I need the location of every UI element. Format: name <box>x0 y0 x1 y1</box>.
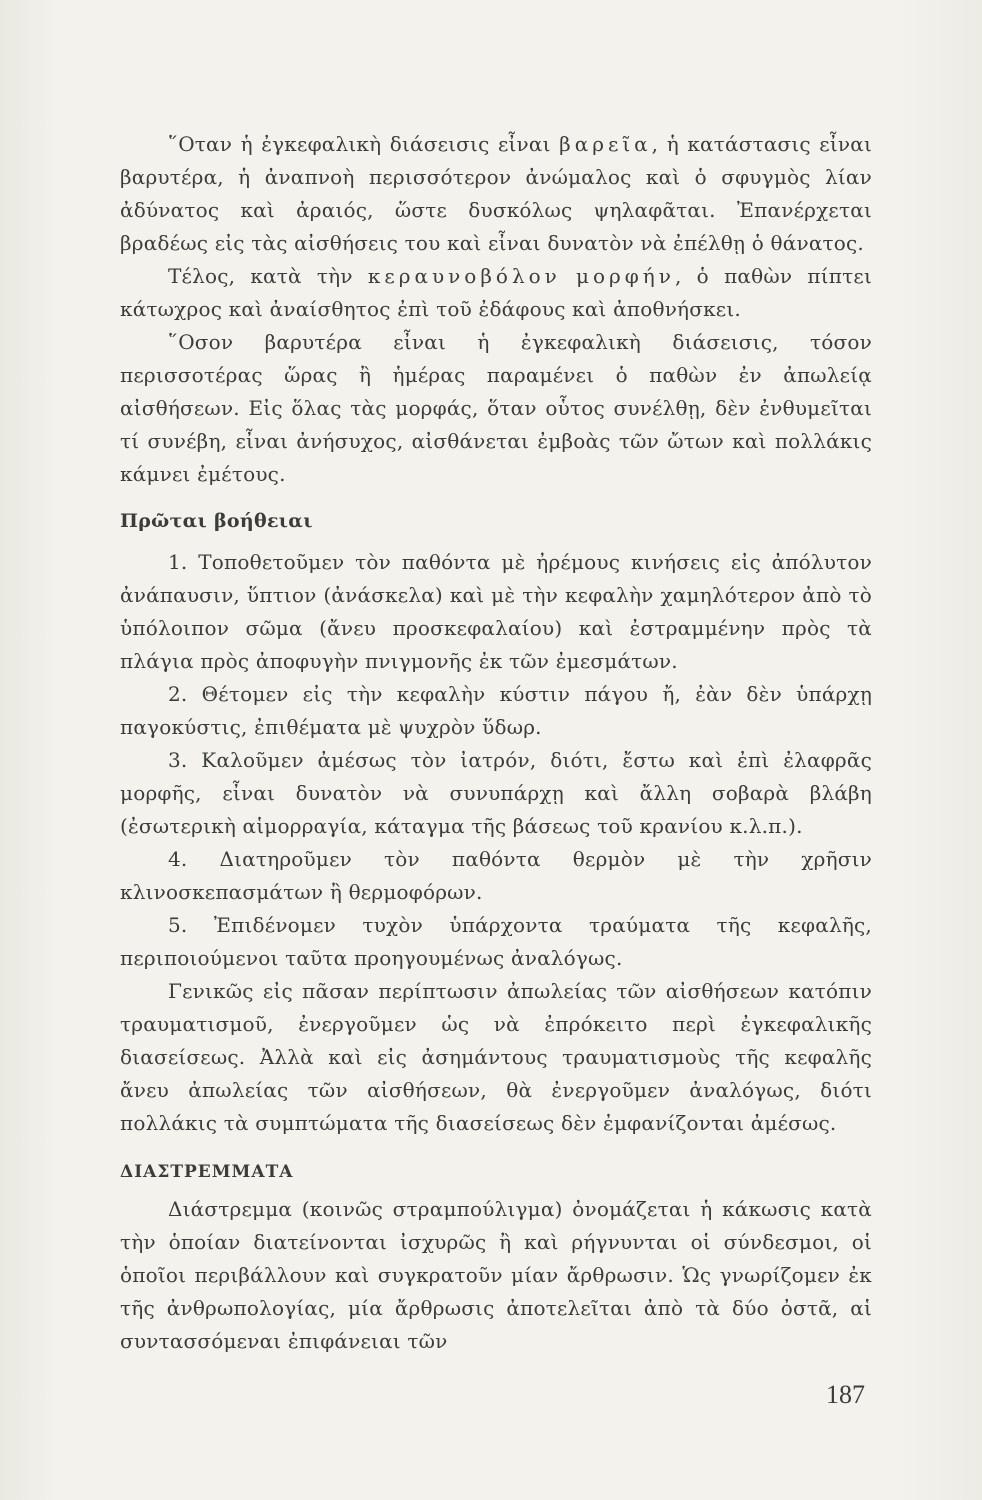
emphasis-form: μορφήν <box>576 264 675 288</box>
page-number: 187 <box>826 1380 865 1409</box>
text-column <box>120 128 872 1358</box>
text-run: , ὁ παθὼν πίπτει κάτωχρος καὶ ἀναίσθητος ἐπὶ τοῦ ἐδάφους καὶ ἀποθνήσκει. <box>120 264 873 321</box>
first-aid-item-2: 2. Θέτομεν εἰς τὴν κεφαλὴν κύστιν πάγου ἤ, ἐὰν δὲν ὑπάρχῃ παγοκύστις, ἐπιθέματα μὲ ψυχρὸν ὕδωρ. <box>120 682 872 739</box>
paragraph-general: Γενικῶς εἰς πᾶσαν περίπτωσιν ἀπωλείας τῶν αἰσθήσεων κατόπιν τραυματισμοῦ, ἐνεργοῦμεν ὡς νὰ ἐπρόκειτο περὶ ἐγκεφαλικῆς διασείσεως. Ἀλλὰ καὶ εἰς ἀσημάντους τραυματισμοὺς τῆς κεφαλῆς ἄνευ ἀπωλείας τῶν αἰσθήσεων, θὰ ἐνεργοῦμεν ἀναλόγως, διότι πολλάκις τὰ συμπτώματα τῆς διασείσεως δὲν ἐμφανίζονται ἀμέσως. <box>120 979 872 1135</box>
first-aid-item-5: 5. Ἐπιδένομεν τυχὸν ὑπάρχοντα τραύματα τῆς κεφαλῆς, περιποιούμενοι ταῦτα προηγουμένως ἀναλόγως. <box>120 913 872 970</box>
text-run <box>561 264 576 288</box>
first-aid-item-3: 3. Καλοῦμεν ἀμέσως τὸν ἰατρόν, διότι, ἔστω καὶ ἐπὶ ἐλαφρᾶς μορφῆς, εἶναι δυνατὸν νὰ συνυπάρχῃ καὶ ἄλλη σοβαρὰ βλάβη (ἐσωτερικὴ αἱμορραγία, κάταγμα τῆς βάσεως τοῦ κρανίου κ.λ.π.). <box>120 748 872 838</box>
text-run: ῞Οταν ἡ ἐγκεφαλικὴ διάσεισις εἶναι <box>168 132 560 156</box>
paragraph-duration: ῞Οσον βαρυτέρα εἶναι ἡ ἐγκεφαλικὴ διάσεισις, τόσον περισσοτέρας ὥρας ἢ ἡμέρας παραμένει ὁ παθὼν ἐν ἀπωλείᾳ αἰσθήσεων. Εἰς ὅλας τὰς μορφάς, ὅταν οὗτος συνέλθῃ, δὲν ἐνθυμεῖται τί συνέβη, εἶναι ἀνήσυχος, αἰσθάνεται ἐμβοὰς τῶν ὤτων καὶ πολλάκις κάμνει ἐμέτους. <box>120 330 872 486</box>
emphasis-severe: βαρεῖα <box>559 132 652 156</box>
text-run: , ἡ κατάστασις εἶναι βαρυτέρα, ἡ ἀναπνοὴ περισσότερον ἀνώμαλος καὶ ὁ σφυγμὸς λίαν ἀδύνατος καὶ ἀραιός, ὥστε δυσκόλως ψηλαφᾶται. Ἐπανέρχεται βραδέως εἰς τὰς αἰσθήσεις του καὶ εἶναι δυνατὸν νὰ ἐπέλθῃ ὁ θάνατος. <box>120 132 872 255</box>
text-run: Τέλος, κατὰ τὴν <box>168 264 368 288</box>
paragraph-fulminant-form <box>120 260 872 326</box>
emphasis-fulminant: κεραυνοβόλον <box>367 264 561 288</box>
first-aid-item-1: 1. Τοποθετοῦμεν τὸν παθόντα μὲ ἠρέμους κινήσεις εἰς ἀπόλυτον ἀνάπαυσιν, ὕπτιον (ἀνάσκελα) καὶ μὲ τὴν κεφαλὴν χαμηλότερον ἀπὸ τὸ ὑπόλοιπον σῶμα (ἄνευ προσκεφαλαίου) καὶ ἐστραμμένην πρὸς τὰ πλάγια πρὸς ἀποφυγὴν πνιγμονῆς ἐκ τῶν ἐμεσμάτων. <box>120 550 872 673</box>
heading-first-aid: Πρῶται βοήθειαι <box>120 510 313 532</box>
paragraph-severe-concussion <box>120 128 872 260</box>
first-aid-item-4: 4. Διατηροῦμεν τὸν παθόντα θερμὸν μὲ τὴν χρῆσιν κλινοσκεπασμάτων ἢ θερμοφόρων. <box>120 847 872 904</box>
heading-sprains: ΔΙΑΣΤΡΕΜΜΑΤΑ <box>120 1162 294 1182</box>
paragraph-sprains: Διάστρεμμα (κοινῶς στραμπούλιγμα) ὀνομάζεται ἡ κάκωσις κατὰ τὴν ὁποίαν διατείνονται ἰσχυρῶς ἢ καὶ ρήγνυνται οἱ σύνδεσμοι, οἱ ὁποῖοι περιβάλλουν καὶ συγκρατοῦν μίαν ἄρθρωσιν. Ὡς γνωρίζομεν ἐκ τῆς ἀνθρωπολογίας, μία ἄρθρωσις ἀποτελεῖται ἀπὸ τὰ δύο ὀστᾶ, αἱ συντασσόμεναι ἐπιφάνειαι τῶν <box>120 1197 872 1353</box>
